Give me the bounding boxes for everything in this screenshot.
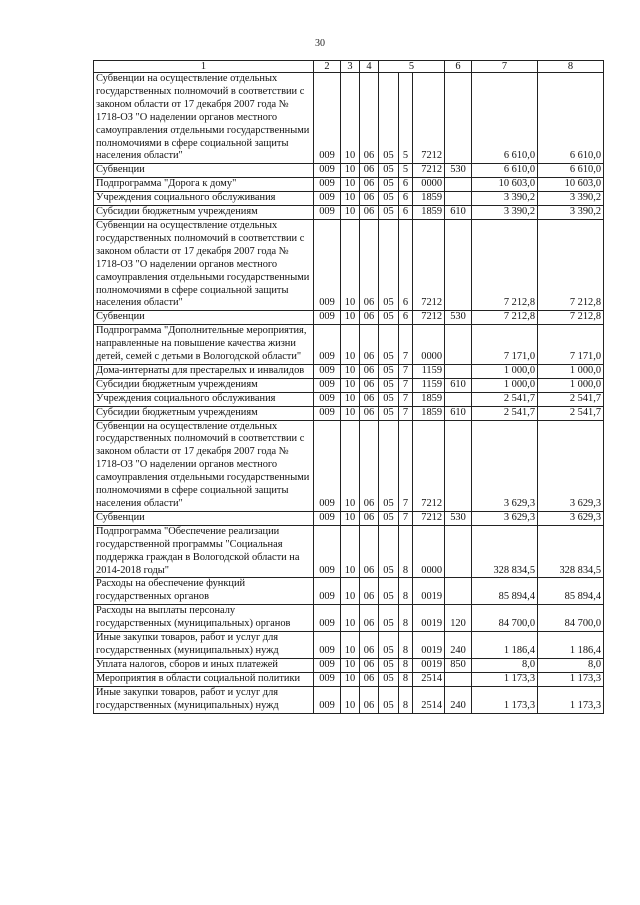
row-admin-code: 009: [314, 311, 341, 325]
row-section: 10: [341, 311, 360, 325]
row-section: 10: [341, 325, 360, 365]
row-section: 10: [341, 219, 360, 310]
row-target-direction: 0019: [413, 658, 445, 672]
row-admin-code: 009: [314, 392, 341, 406]
row-admin-code: 009: [314, 406, 341, 420]
row-expense-type: [445, 420, 472, 511]
row-name: Расходы на выплаты персоналу государственных (муниципальных) органов: [94, 605, 314, 632]
row-target-subprogram: 8: [399, 672, 413, 686]
row-sum-2015: 2 541,7: [472, 392, 538, 406]
row-name: Мероприятия в области социальной политики: [94, 672, 314, 686]
row-target-subprogram: 8: [399, 578, 413, 605]
row-section: 10: [341, 178, 360, 192]
row-target-direction: 1859: [413, 192, 445, 206]
row-name: Субвенции на осуществление отдельных государственных полномочий в соответствии с законом области от 17 декабря 2007 года № 1718-ОЗ "О наделении органов местного самоуправления отдельными государственными полномочиями в сфере социальной защиты населения области": [94, 219, 314, 310]
row-expense-type: 240: [445, 686, 472, 713]
row-target-direction: 0019: [413, 605, 445, 632]
row-section: 10: [341, 686, 360, 713]
header-name: 1: [94, 61, 314, 73]
row-target-program: 05: [379, 178, 399, 192]
row-target-direction: 7212: [413, 420, 445, 511]
table-row: [94, 420, 604, 511]
table-row: [94, 311, 604, 325]
table-row: [94, 658, 604, 672]
header-sum-total: 8: [538, 61, 604, 73]
row-name: Дома-интернаты для престарелых и инвалидов: [94, 364, 314, 378]
row-expense-type: 530: [445, 164, 472, 178]
row-admin-code: 009: [314, 206, 341, 220]
table-row: [94, 406, 604, 420]
row-sum-total: 8,0: [538, 658, 604, 672]
row-sum-total: 7 212,8: [538, 219, 604, 310]
row-target-direction: 1159: [413, 378, 445, 392]
row-subsection: 06: [360, 420, 379, 511]
row-target-subprogram: 7: [399, 392, 413, 406]
table-header-row: [94, 61, 604, 73]
row-target-program: 05: [379, 406, 399, 420]
row-target-subprogram: 7: [399, 420, 413, 511]
row-sum-2015: 3 390,2: [472, 206, 538, 220]
row-section: 10: [341, 406, 360, 420]
row-sum-total: 1 000,0: [538, 378, 604, 392]
row-target-program: 05: [379, 392, 399, 406]
row-subsection: 06: [360, 364, 379, 378]
row-sum-2015: 6 610,0: [472, 73, 538, 164]
row-target-direction: 0000: [413, 525, 445, 578]
row-target-direction: 0000: [413, 178, 445, 192]
table-row: [94, 219, 604, 310]
row-target-direction: 1859: [413, 392, 445, 406]
row-admin-code: 009: [314, 364, 341, 378]
row-target-direction: 7212: [413, 73, 445, 164]
row-expense-type: 610: [445, 406, 472, 420]
row-sum-total: 1 000,0: [538, 364, 604, 378]
table-row: [94, 178, 604, 192]
row-target-subprogram: 8: [399, 632, 413, 659]
table-row: [94, 686, 604, 713]
row-target-subprogram: 7: [399, 364, 413, 378]
row-sum-total: 1 186,4: [538, 632, 604, 659]
row-sum-total: 3 629,3: [538, 420, 604, 511]
row-expense-type: 530: [445, 311, 472, 325]
row-sum-2015: 3 390,2: [472, 192, 538, 206]
row-sum-total: 1 173,3: [538, 686, 604, 713]
row-section: 10: [341, 73, 360, 164]
row-subsection: 06: [360, 378, 379, 392]
row-target-direction: 1159: [413, 364, 445, 378]
row-name: Учреждения социального обслуживания: [94, 192, 314, 206]
row-expense-type: [445, 525, 472, 578]
row-target-subprogram: 6: [399, 219, 413, 310]
row-admin-code: 009: [314, 164, 341, 178]
row-sum-2015: 3 629,3: [472, 511, 538, 525]
table-row: [94, 164, 604, 178]
row-sum-total: 3 390,2: [538, 192, 604, 206]
row-subsection: 06: [360, 392, 379, 406]
row-sum-total: 6 610,0: [538, 164, 604, 178]
row-section: 10: [341, 378, 360, 392]
row-name: Подпрограмма "Дорога к дому": [94, 178, 314, 192]
row-section: 10: [341, 632, 360, 659]
row-expense-type: [445, 392, 472, 406]
row-expense-type: 240: [445, 632, 472, 659]
row-target-subprogram: 8: [399, 658, 413, 672]
row-subsection: 06: [360, 578, 379, 605]
table-row: [94, 632, 604, 659]
row-target-program: 05: [379, 672, 399, 686]
row-section: 10: [341, 364, 360, 378]
row-sum-total: 84 700,0: [538, 605, 604, 632]
row-section: 10: [341, 605, 360, 632]
row-sum-total: 7 171,0: [538, 325, 604, 365]
row-name: Субвенции: [94, 511, 314, 525]
row-section: 10: [341, 578, 360, 605]
row-admin-code: 009: [314, 686, 341, 713]
row-target-program: 05: [379, 192, 399, 206]
table-row: [94, 578, 604, 605]
table-row: [94, 325, 604, 365]
row-sum-total: 3 390,2: [538, 206, 604, 220]
row-sum-2015: 6 610,0: [472, 164, 538, 178]
row-sum-2015: 7 171,0: [472, 325, 538, 365]
row-admin-code: 009: [314, 511, 341, 525]
row-target-program: 05: [379, 686, 399, 713]
table-row: [94, 392, 604, 406]
row-target-subprogram: 7: [399, 406, 413, 420]
row-sum-total: 85 894,4: [538, 578, 604, 605]
row-target-subprogram: 8: [399, 686, 413, 713]
row-admin-code: 009: [314, 178, 341, 192]
row-target-subprogram: 6: [399, 178, 413, 192]
row-expense-type: [445, 672, 472, 686]
header-section: 3: [341, 61, 360, 73]
row-sum-2015: 7 212,8: [472, 219, 538, 310]
row-target-subprogram: 8: [399, 605, 413, 632]
row-admin-code: 009: [314, 73, 341, 164]
row-section: 10: [341, 192, 360, 206]
header-admin: 2: [314, 61, 341, 73]
row-target-program: 05: [379, 658, 399, 672]
row-target-subprogram: 5: [399, 164, 413, 178]
row-target-program: 05: [379, 632, 399, 659]
row-subsection: 06: [360, 192, 379, 206]
row-target-direction: 7212: [413, 511, 445, 525]
row-target-program: 05: [379, 364, 399, 378]
row-expense-type: [445, 325, 472, 365]
row-subsection: 06: [360, 219, 379, 310]
row-sum-total: 3 629,3: [538, 511, 604, 525]
row-subsection: 06: [360, 164, 379, 178]
table-row: [94, 206, 604, 220]
row-target-direction: 0019: [413, 578, 445, 605]
row-sum-total: 2 541,7: [538, 392, 604, 406]
row-sum-2015: 7 212,8: [472, 311, 538, 325]
row-target-direction: 0000: [413, 325, 445, 365]
header-expense-type: 6: [445, 61, 472, 73]
row-sum-total: 2 541,7: [538, 406, 604, 420]
row-admin-code: 009: [314, 378, 341, 392]
row-subsection: 06: [360, 672, 379, 686]
row-expense-type: [445, 178, 472, 192]
row-name: Субсидии бюджетным учреждениям: [94, 206, 314, 220]
row-target-subprogram: 6: [399, 206, 413, 220]
row-expense-type: 850: [445, 658, 472, 672]
row-name: Субвенции на осуществление отдельных государственных полномочий в соответствии с законом области от 17 декабря 2007 года № 1718-ОЗ "О наделении органов местного самоуправления отдельными государственными полномочиями в сфере социальной защиты населения области": [94, 73, 314, 164]
row-expense-type: [445, 578, 472, 605]
row-name: Субвенции на осуществление отдельных государственных полномочий в соответствии с законом области от 17 декабря 2007 года № 1718-ОЗ "О наделении органов местного самоуправления отдельными государственными полномочиями в сфере социальной защиты населения области": [94, 420, 314, 511]
row-subsection: 06: [360, 206, 379, 220]
row-subsection: 06: [360, 632, 379, 659]
row-sum-2015: 8,0: [472, 658, 538, 672]
row-section: 10: [341, 525, 360, 578]
row-target-program: 05: [379, 605, 399, 632]
row-target-program: 05: [379, 578, 399, 605]
row-sum-total: 6 610,0: [538, 73, 604, 164]
row-subsection: 06: [360, 73, 379, 164]
table-row: [94, 364, 604, 378]
table-row: [94, 192, 604, 206]
row-section: 10: [341, 392, 360, 406]
row-subsection: 06: [360, 686, 379, 713]
row-subsection: 06: [360, 658, 379, 672]
row-name: Субсидии бюджетным учреждениям: [94, 378, 314, 392]
row-section: 10: [341, 420, 360, 511]
row-sum-2015: 1 173,3: [472, 686, 538, 713]
row-admin-code: 009: [314, 525, 341, 578]
header-sum-2015: 7: [472, 61, 538, 73]
row-target-direction: 0019: [413, 632, 445, 659]
row-sum-total: 1 173,3: [538, 672, 604, 686]
row-target-subprogram: 7: [399, 511, 413, 525]
row-target-direction: 7212: [413, 311, 445, 325]
row-expense-type: [445, 73, 472, 164]
row-expense-type: 610: [445, 206, 472, 220]
row-sum-total: 7 212,8: [538, 311, 604, 325]
table-row: [94, 525, 604, 578]
row-sum-2015: 1 000,0: [472, 378, 538, 392]
row-name: Субвенции: [94, 164, 314, 178]
row-target-program: 05: [379, 325, 399, 365]
row-name: Иные закупки товаров, работ и услуг для государственных (муниципальных) нужд: [94, 632, 314, 659]
row-target-program: 05: [379, 206, 399, 220]
row-target-subprogram: 5: [399, 73, 413, 164]
row-admin-code: 009: [314, 605, 341, 632]
row-sum-2015: 2 541,7: [472, 406, 538, 420]
row-sum-2015: 3 629,3: [472, 420, 538, 511]
row-sum-2015: 84 700,0: [472, 605, 538, 632]
row-subsection: 06: [360, 525, 379, 578]
row-sum-2015: 328 834,5: [472, 525, 538, 578]
row-admin-code: 009: [314, 420, 341, 511]
row-sum-total: 10 603,0: [538, 178, 604, 192]
row-subsection: 06: [360, 605, 379, 632]
row-target-direction: 1859: [413, 206, 445, 220]
row-subsection: 06: [360, 406, 379, 420]
row-target-subprogram: 7: [399, 378, 413, 392]
row-target-program: 05: [379, 420, 399, 511]
row-subsection: 06: [360, 511, 379, 525]
row-target-program: 05: [379, 164, 399, 178]
row-expense-type: [445, 192, 472, 206]
row-target-direction: 2514: [413, 672, 445, 686]
row-target-subprogram: 6: [399, 192, 413, 206]
row-subsection: 06: [360, 325, 379, 365]
row-name: Иные закупки товаров, работ и услуг для государственных (муниципальных) нужд: [94, 686, 314, 713]
row-target-direction: 2514: [413, 686, 445, 713]
row-target-program: 05: [379, 378, 399, 392]
row-admin-code: 009: [314, 192, 341, 206]
table-row: [94, 605, 604, 632]
row-name: Уплата налогов, сборов и иных платежей: [94, 658, 314, 672]
row-target-subprogram: 6: [399, 311, 413, 325]
row-target-program: 05: [379, 525, 399, 578]
row-admin-code: 009: [314, 632, 341, 659]
row-admin-code: 009: [314, 325, 341, 365]
row-name: Субсидии бюджетным учреждениям: [94, 406, 314, 420]
row-sum-2015: 1 000,0: [472, 364, 538, 378]
row-sum-2015: 1 186,4: [472, 632, 538, 659]
table-row: [94, 73, 604, 164]
row-target-direction: 7212: [413, 164, 445, 178]
row-section: 10: [341, 164, 360, 178]
row-expense-type: [445, 219, 472, 310]
row-subsection: 06: [360, 178, 379, 192]
row-section: 10: [341, 206, 360, 220]
row-expense-type: 120: [445, 605, 472, 632]
row-target-program: 05: [379, 73, 399, 164]
header-target: 5: [379, 61, 445, 73]
row-target-direction: 7212: [413, 219, 445, 310]
row-subsection: 06: [360, 311, 379, 325]
row-admin-code: 009: [314, 672, 341, 686]
row-target-subprogram: 7: [399, 325, 413, 365]
header-subsection: 4: [360, 61, 379, 73]
row-section: 10: [341, 511, 360, 525]
row-admin-code: 009: [314, 658, 341, 672]
row-target-program: 05: [379, 219, 399, 310]
row-target-program: 05: [379, 311, 399, 325]
row-sum-total: 328 834,5: [538, 525, 604, 578]
row-admin-code: 009: [314, 219, 341, 310]
table-row: [94, 672, 604, 686]
row-sum-2015: 1 173,3: [472, 672, 538, 686]
row-name: Подпрограмма "Дополнительные мероприятия, направленные на повышение качества жизни детей, семей с детьми в Вологодской области": [94, 325, 314, 365]
row-name: Подпрограмма "Обеспечение реализации государственной программы "Социальная поддержка граждан в Вологодской области на 2014-2018 годы": [94, 525, 314, 578]
row-admin-code: 009: [314, 578, 341, 605]
row-name: Учреждения социального обслуживания: [94, 392, 314, 406]
row-target-program: 05: [379, 511, 399, 525]
page-number: 30: [315, 38, 325, 49]
row-sum-2015: 10 603,0: [472, 178, 538, 192]
row-sum-2015: 85 894,4: [472, 578, 538, 605]
row-section: 10: [341, 658, 360, 672]
row-name: Расходы на обеспечение функций государственных органов: [94, 578, 314, 605]
row-expense-type: [445, 364, 472, 378]
row-target-direction: 1859: [413, 406, 445, 420]
table-row: [94, 378, 604, 392]
row-name: Субвенции: [94, 311, 314, 325]
row-section: 10: [341, 672, 360, 686]
budget-table: [93, 60, 604, 714]
row-expense-type: 530: [445, 511, 472, 525]
row-expense-type: 610: [445, 378, 472, 392]
row-target-subprogram: 8: [399, 525, 413, 578]
table-row: [94, 511, 604, 525]
